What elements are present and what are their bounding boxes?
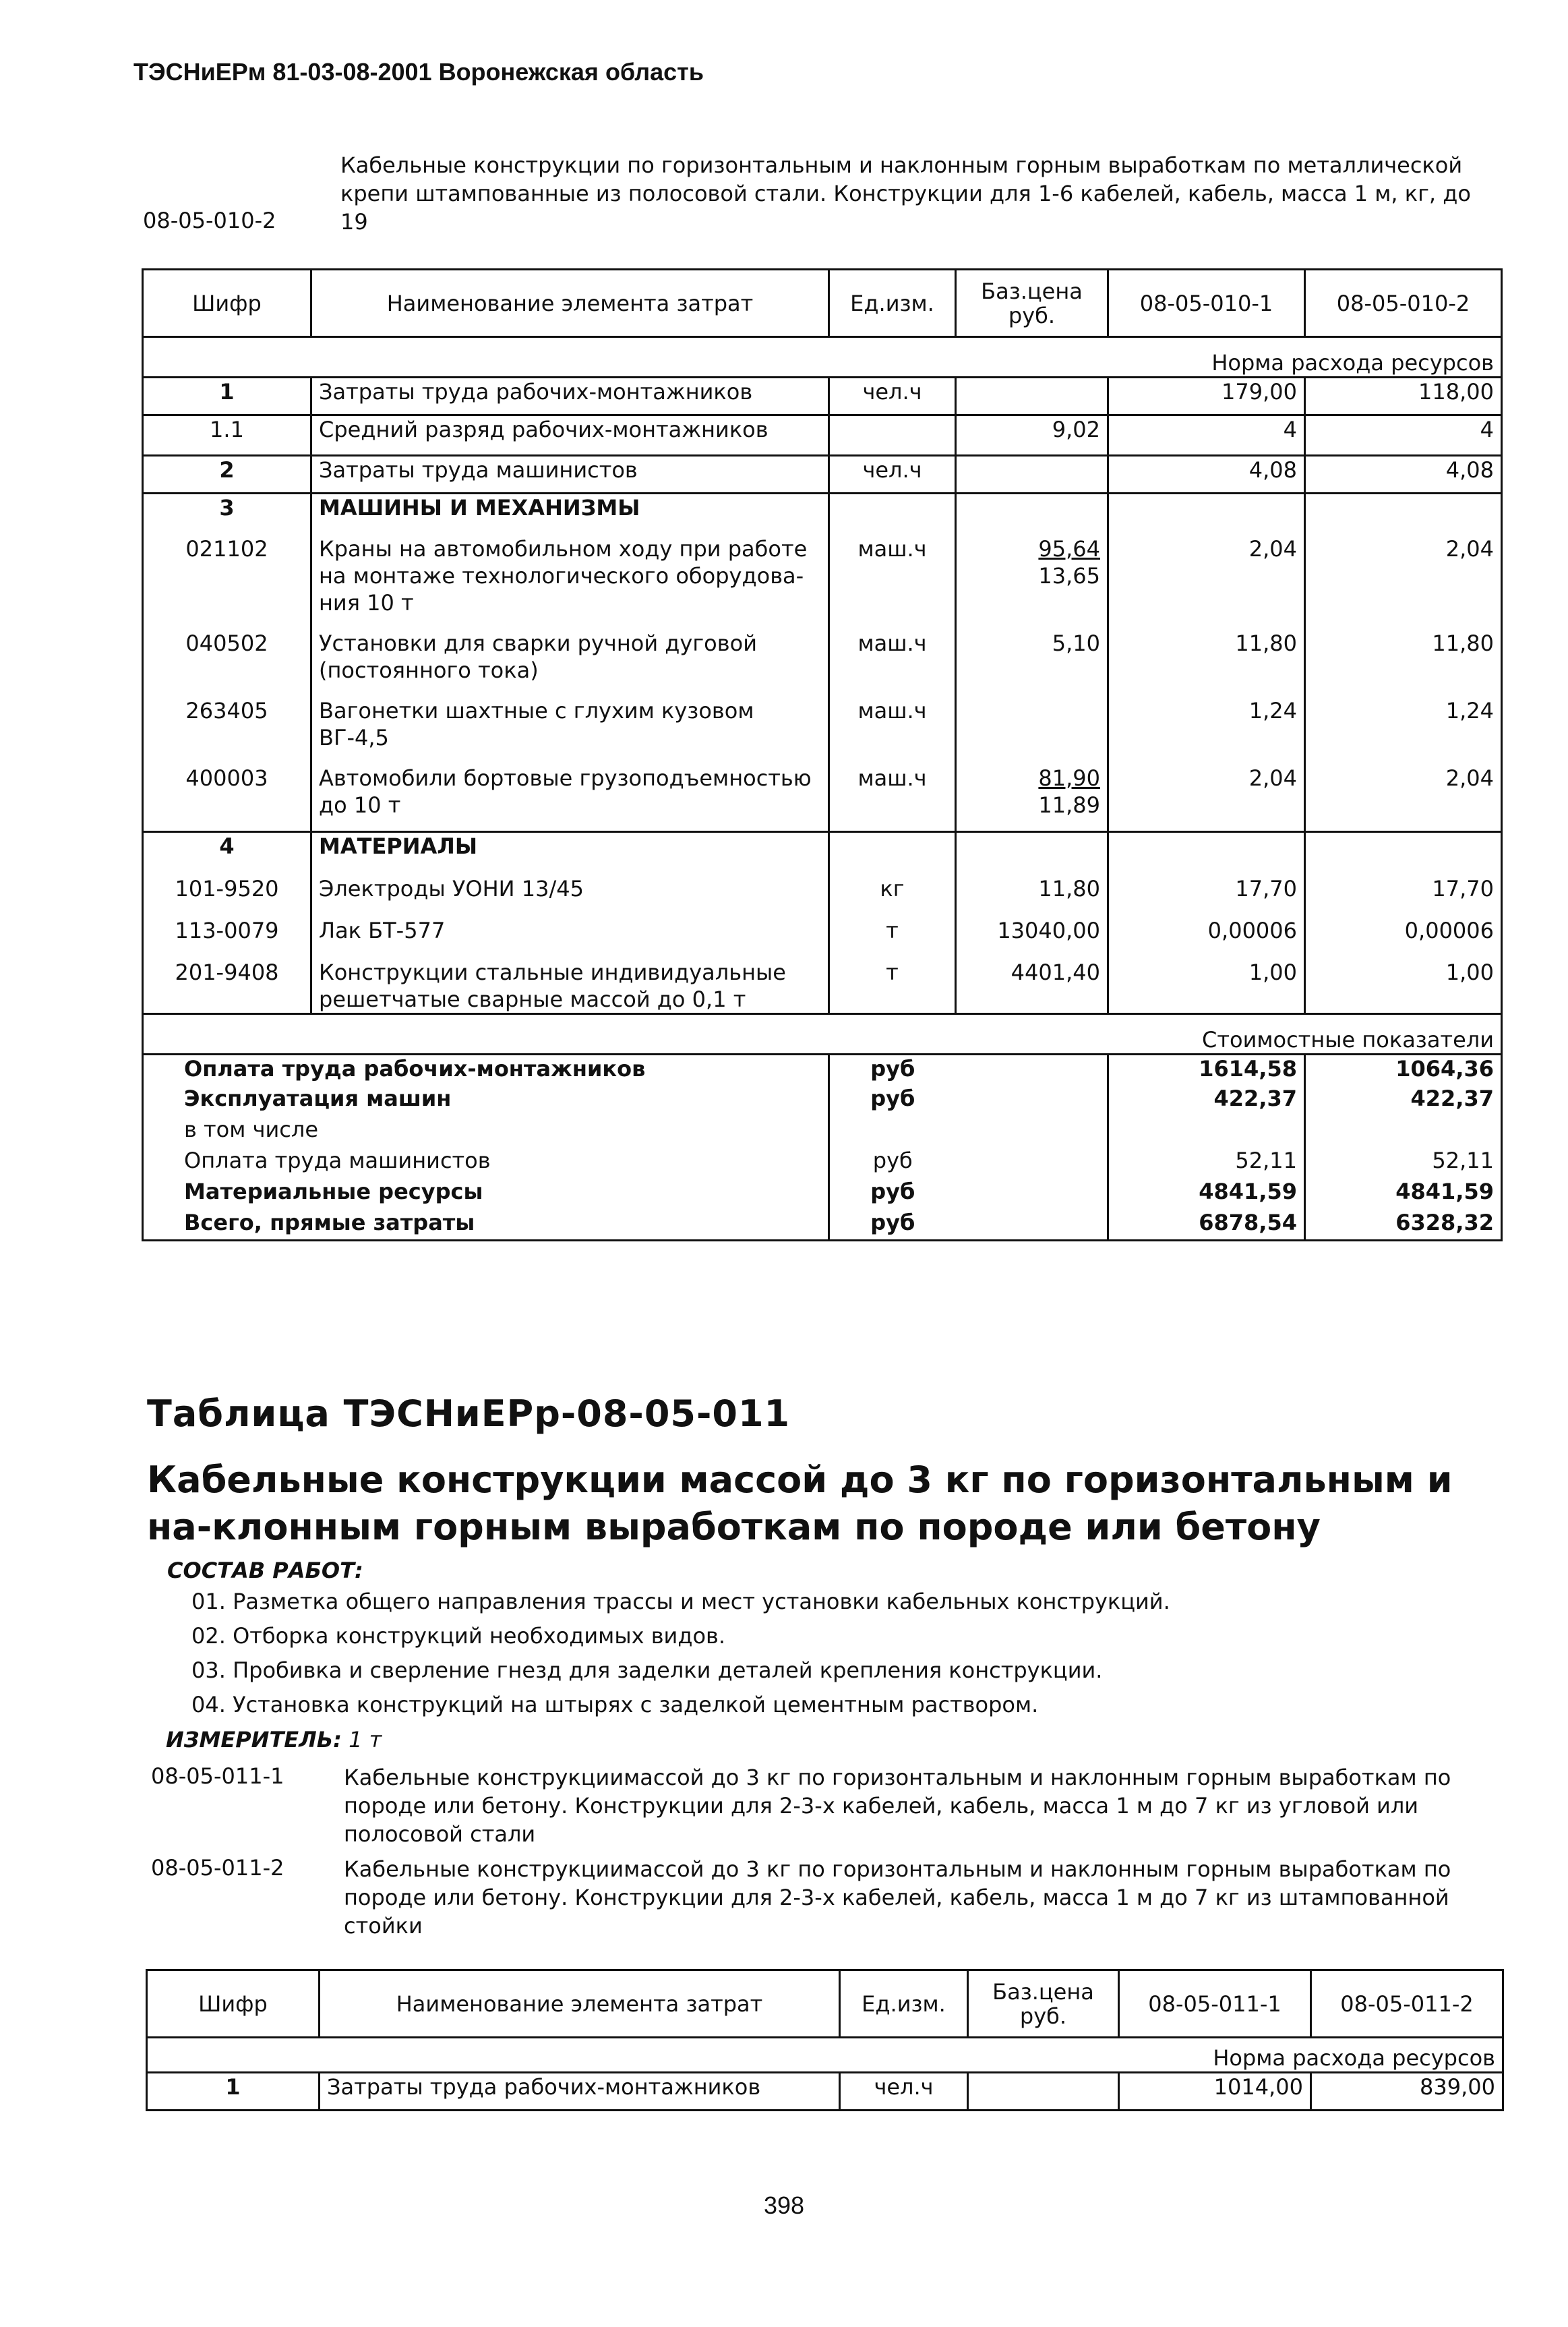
- cost-value-1: 52,11: [1108, 1147, 1305, 1178]
- row-code: 2: [143, 456, 311, 494]
- th-name: Наименование элемента затрат: [320, 1970, 840, 2038]
- cost-label: Оплата труда машинистов: [143, 1147, 829, 1178]
- row-value-2: 17,70: [1305, 875, 1502, 917]
- meter-label: ИЗМЕРИТЕЛЬ:: [166, 1727, 342, 1752]
- th-unit: Ед.изм.: [829, 270, 956, 337]
- row-code: 040502: [143, 630, 311, 697]
- row-name: Конструкции стальные индивидуальные решетчатые сварные массой до 0,1 т: [311, 959, 829, 1014]
- norm-title: Норма расхода ресурсов: [147, 2038, 1503, 2073]
- table-row: [143, 765, 1502, 832]
- running-header: ТЭСНиЕРм 81-03-08-2001 Воронежская область: [133, 58, 704, 86]
- cost-row: [143, 1147, 1502, 1178]
- resource-table-2: [146, 1969, 1504, 2111]
- row-name: Средний разряд рабочих-монтажников: [311, 415, 829, 456]
- row-unit: чел.ч: [829, 378, 956, 415]
- meter-line: [166, 1727, 382, 1752]
- work-item: 03. Пробивка и сверление гнезд для заделки деталей крепления конструкции.: [191, 1657, 1103, 1683]
- table-row: [143, 535, 1502, 630]
- th-col2: 08-05-010-2: [1305, 270, 1502, 337]
- row-value-1: 17,70: [1108, 875, 1305, 917]
- row-value-1: 2,04: [1108, 535, 1305, 630]
- row-price-value: 5,10: [1052, 630, 1100, 656]
- table1-costs: [143, 1054, 1502, 1240]
- cost-value-2: [1305, 1116, 1502, 1147]
- row-price: [956, 630, 1108, 697]
- row-unit: маш.ч: [829, 697, 956, 765]
- row-value-2: 1,00: [1305, 959, 1502, 1014]
- cost-value-2: 52,11: [1305, 1147, 1502, 1178]
- row-name: Установки для сварки ручной дуговой (постоянного тока): [311, 630, 829, 697]
- row-price: [956, 494, 1108, 535]
- row-code: 400003: [143, 765, 311, 832]
- th-col1: 08-05-011-1: [1119, 1970, 1311, 2038]
- row-unit: [829, 832, 956, 875]
- row-price-value: 11,80: [1038, 875, 1100, 902]
- cost-price: [956, 1054, 1108, 1085]
- row-value-1: 179,00: [1108, 378, 1305, 415]
- row-value-2: 2,04: [1305, 765, 1502, 832]
- row-price: [956, 456, 1108, 494]
- table-row: [143, 875, 1502, 917]
- table1-header-row: [143, 270, 1502, 337]
- row-value-1: 2,04: [1108, 765, 1305, 832]
- cost-label: в том числе: [143, 1116, 829, 1147]
- row-value-1: 1014,00: [1119, 2073, 1311, 2111]
- row-price-secondary: 13,65: [1038, 562, 1100, 589]
- row-price-value: 4401,40: [1011, 959, 1100, 985]
- cost-unit: руб: [829, 1085, 956, 1116]
- table-row: [143, 959, 1502, 1014]
- th-price: Баз.цена руб.: [956, 270, 1108, 337]
- row-code: 113-0079: [143, 917, 311, 959]
- cost-value-1: 4841,59: [1108, 1178, 1305, 1209]
- th-unit: Ед.изм.: [840, 1970, 968, 2038]
- row-name: Затраты труда рабочих-монтажников: [320, 2073, 840, 2111]
- row-price: [956, 697, 1108, 765]
- cost-label: Оплата труда рабочих-монтажников: [143, 1054, 829, 1085]
- th-name: Наименование элемента затрат: [311, 270, 829, 337]
- table-row: [143, 697, 1502, 765]
- cost-row: [143, 1178, 1502, 1209]
- row-value-2: [1305, 494, 1502, 535]
- code-desc-1: Кабельные конструкциимассой до 3 кг по горизонтальным и наклонным горным выработкам по породе или бетону. Конструкции для 2-3-х кабелей, кабель, масса 1 м до 7 кг из угловой или полосовой стали: [344, 1765, 1451, 1847]
- th-col2: 08-05-011-2: [1311, 1970, 1503, 2038]
- cost-unit: руб: [829, 1178, 956, 1209]
- th-code: Шифр: [147, 1970, 320, 2038]
- table-title: Таблица ТЭСНиЕРр-08-05-011: [147, 1392, 791, 1435]
- row-price-value: 81,90: [1038, 765, 1100, 791]
- code-item-1: 08-05-011-1: [151, 1763, 284, 1789]
- table-row: [143, 832, 1502, 875]
- th-price: Баз.цена руб.: [968, 1970, 1119, 2038]
- table-row: [143, 630, 1502, 697]
- row-unit: т: [829, 959, 956, 1014]
- cost-value-2: 4841,59: [1305, 1178, 1502, 1209]
- row-unit: чел.ч: [829, 456, 956, 494]
- row-value-1: 1,00: [1108, 959, 1305, 1014]
- code-desc-2: Кабельные конструкциимассой до 3 кг по горизонтальным и наклонным горным выработкам по породе или бетону. Конструкции для 2-3-х кабелей, кабель, масса 1 м до 7 кг из штампованной стойки: [344, 1856, 1451, 1939]
- cost-row: [143, 1116, 1502, 1147]
- row-name: МАТЕРИАЛЫ: [311, 832, 829, 875]
- cost-value-2: 422,37: [1305, 1085, 1502, 1116]
- table-row: [143, 415, 1502, 456]
- cost-price: [956, 1209, 1108, 1240]
- row-value-2: 118,00: [1305, 378, 1502, 415]
- cost-value-1: 1614,58: [1108, 1054, 1305, 1085]
- row-code: 1.1: [143, 415, 311, 456]
- row-price: [956, 535, 1108, 630]
- row-value-2: 2,04: [1305, 535, 1502, 630]
- row-unit: маш.ч: [829, 630, 956, 697]
- cost-value-2: 1064,36: [1305, 1054, 1502, 1085]
- row-value-2: 4: [1305, 415, 1502, 456]
- row-price: [956, 832, 1108, 875]
- page-number: 398: [763, 2191, 805, 2219]
- row-value-1: 4: [1108, 415, 1305, 456]
- row-code: 201-9408: [143, 959, 311, 1014]
- row-value-2: 11,80: [1305, 630, 1502, 697]
- row-code: 263405: [143, 697, 311, 765]
- resource-table-1: [142, 268, 1503, 1241]
- row-name: Краны на автомобильном ходу при работе на монтаже технологического оборудова-ния 10 т: [311, 535, 829, 630]
- row-value-2: 839,00: [1311, 2073, 1503, 2111]
- row-name: Автомобили бортовые грузоподъемностью до 10 т: [311, 765, 829, 832]
- cost-label: Эксплуатация машин: [143, 1085, 829, 1116]
- row-name: Лак БТ-577: [311, 917, 829, 959]
- table-row: [147, 2073, 1503, 2111]
- row-value-1: [1108, 832, 1305, 875]
- row-name: Электроды УОНИ 13/45: [311, 875, 829, 917]
- cost-title: Стоимостные показатели: [143, 1013, 1502, 1054]
- row-price-value: 95,64: [1038, 535, 1100, 562]
- row-price-value: 13040,00: [997, 917, 1100, 943]
- table-row: [143, 917, 1502, 959]
- cost-price: [956, 1178, 1108, 1209]
- row-value-1: 1,24: [1108, 697, 1305, 765]
- cost-row: [143, 1085, 1502, 1116]
- th-col1: 08-05-010-1: [1108, 270, 1305, 337]
- row-unit: [829, 415, 956, 456]
- row-price: [956, 917, 1108, 959]
- row-value-2: 0,00006: [1305, 917, 1502, 959]
- row-price: [956, 875, 1108, 917]
- row-code: 1: [143, 378, 311, 415]
- row-price-value: 9,02: [1052, 417, 1100, 442]
- row-name: Затраты труда рабочих-монтажников: [311, 378, 829, 415]
- cost-price: [956, 1147, 1108, 1178]
- row-name: Вагонетки шахтные с глухим кузовом ВГ-4,5: [311, 697, 829, 765]
- row-price: [956, 959, 1108, 1014]
- row-value-1: 0,00006: [1108, 917, 1305, 959]
- cost-label: Материальные ресурсы: [143, 1178, 829, 1209]
- norm-title: Норма расхода ресурсов: [143, 337, 1502, 378]
- block1-description: Кабельные конструкции по горизонтальным и наклонным горным выработкам по металлической крепи штампованные из полосовой стали. Конструкции для 1-6 кабелей, кабель, масса 1 м, кг, до 19: [340, 152, 1471, 235]
- work-item: 04. Установка конструкций на штырях с заделкой цементным раствором.: [191, 1692, 1039, 1717]
- row-value-1: [1108, 494, 1305, 535]
- table1-norm-row: [143, 337, 1502, 378]
- cost-unit: руб: [829, 1054, 956, 1085]
- row-code: 3: [143, 494, 311, 535]
- cost-label: Всего, прямые затраты: [143, 1209, 829, 1240]
- row-unit: маш.ч: [829, 535, 956, 630]
- row-value-2: 1,24: [1305, 697, 1502, 765]
- row-name: МАШИНЫ И МЕХАНИЗМЫ: [311, 494, 829, 535]
- cost-unit: руб: [829, 1147, 956, 1178]
- row-unit: [829, 494, 956, 535]
- row-value-2: 4,08: [1305, 456, 1502, 494]
- table-row: [143, 456, 1502, 494]
- work-composition-label: СОСТАВ РАБОТ:: [167, 1558, 363, 1583]
- row-price-secondary: 11,89: [1038, 792, 1100, 818]
- work-item: 02. Отборка конструкций необходимых видов.: [191, 1623, 726, 1649]
- row-unit: т: [829, 917, 956, 959]
- code-item-2: 08-05-011-2: [151, 1855, 284, 1881]
- cost-value-1: [1108, 1116, 1305, 1147]
- row-unit: маш.ч: [829, 765, 956, 832]
- work-item: 01. Разметка общего направления трассы и мест установки кабельных конструкций.: [191, 1589, 1170, 1614]
- table-row: [143, 494, 1502, 535]
- row-value-1: 4,08: [1108, 456, 1305, 494]
- table-row: [143, 378, 1502, 415]
- row-unit: кг: [829, 875, 956, 917]
- row-code: 101-9520: [143, 875, 311, 917]
- cost-row: [143, 1209, 1502, 1240]
- meter-value: 1 т: [349, 1727, 382, 1752]
- table2-header-row: [147, 1970, 1503, 2038]
- row-code: 021102: [143, 535, 311, 630]
- block1-code: 08-05-010-2: [143, 208, 276, 233]
- row-value-2: [1305, 832, 1502, 875]
- cost-value-1: 6878,54: [1108, 1209, 1305, 1240]
- cost-unit: [829, 1116, 956, 1147]
- cost-value-2: 6328,32: [1305, 1209, 1502, 1240]
- row-price: [956, 415, 1108, 456]
- table1-body: [143, 378, 1502, 1014]
- th-code: Шифр: [143, 270, 311, 337]
- row-code: 1: [147, 2073, 320, 2111]
- table2-norm-row: [147, 2038, 1503, 2073]
- cost-value-1: 422,37: [1108, 1085, 1305, 1116]
- row-unit: чел.ч: [840, 2073, 968, 2111]
- section-title: Кабельные конструкции массой до 3 кг по горизонтальным и на-клонным горным выработкам по породе или бетону: [147, 1459, 1453, 1548]
- row-value-1: 11,80: [1108, 630, 1305, 697]
- table1-cost-title-row: [143, 1013, 1502, 1054]
- row-code: 4: [143, 832, 311, 875]
- cost-price: [956, 1085, 1108, 1116]
- row-price: [956, 378, 1108, 415]
- row-name: Затраты труда машинистов: [311, 456, 829, 494]
- cost-unit: руб: [829, 1209, 956, 1240]
- cost-price: [956, 1116, 1108, 1147]
- row-price: [968, 2073, 1119, 2111]
- row-price: [956, 765, 1108, 832]
- cost-row: [143, 1054, 1502, 1085]
